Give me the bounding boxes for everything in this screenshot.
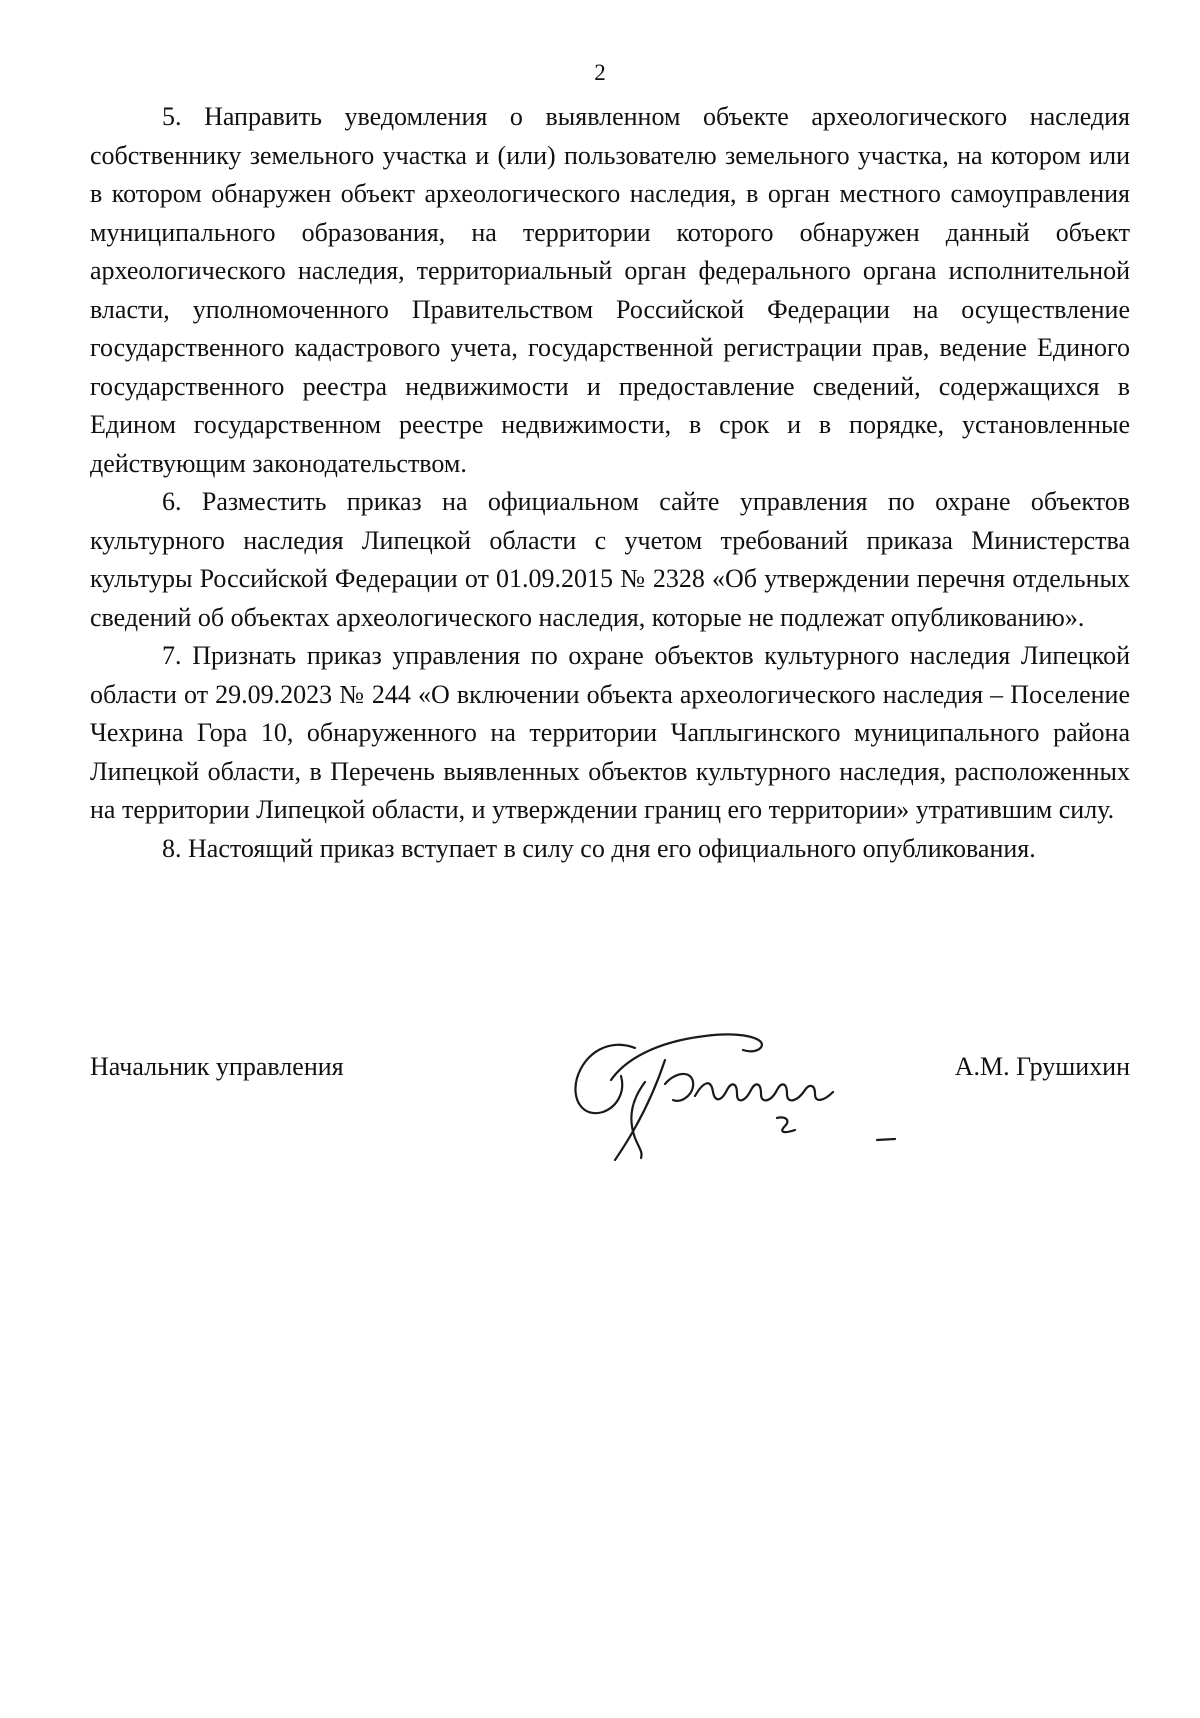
paragraph-6: 6. Разместить приказ на официальном сайте управления по охране объектов культурного наследия Липецкой области с учетом требований приказа Министерства культуры Российской Федерации от 01.09.2015 № 2328 «Об утверждении перечня отдельных сведений об объектах археологического наследия, которые не подлежат опубликованию». — [90, 487, 1130, 632]
page-number: 2 — [594, 60, 606, 85]
paragraph-7: 7. Признать приказ управления по охране объектов культурного наследия Липецкой области от 29.09.2023 № 244 «О включении объекта археологического наследия – Поселение Чехрина Гора 10, обнаруженного на территории Чаплыгинского муниципального района Липецкой области, в Перечень выявленных объектов культурного наследия, расположенных на территории Липецкой области, и утверждении границ его территории» утратившим силу. — [90, 641, 1130, 824]
handwritten-signature — [515, 1020, 935, 1170]
signatory-name: А.М. Грушихин — [954, 1052, 1130, 1081]
signatory-position: Начальник управления — [90, 1052, 344, 1081]
document-body — [90, 98, 1130, 868]
signature-block — [90, 1020, 1130, 1160]
paragraph-5: 5. Направить уведомления о выявленном объекте археологического наследия собственнику земельного участка и (или) пользователю земельного участка, на котором или в котором обнаружен объект археологического наследия, в орган местного самоуправления муниципального образования, на территории которого обнаружен данный объект археологического наследия, территориальный орган федерального органа исполнительной власти, уполномоченного Правительством Российской Федерации на осуществление государственного кадастрового учета, государственной регистрации прав, ведение Единого государственного реестра недвижимости и предоставление сведений, содержащихся в Едином государственном реестре недвижимости, в срок и в порядке, установленные действующим законодательством. — [90, 102, 1130, 478]
paragraph-8: 8. Настоящий приказ вступает в силу со дня его официального опубликования. — [162, 833, 1036, 863]
